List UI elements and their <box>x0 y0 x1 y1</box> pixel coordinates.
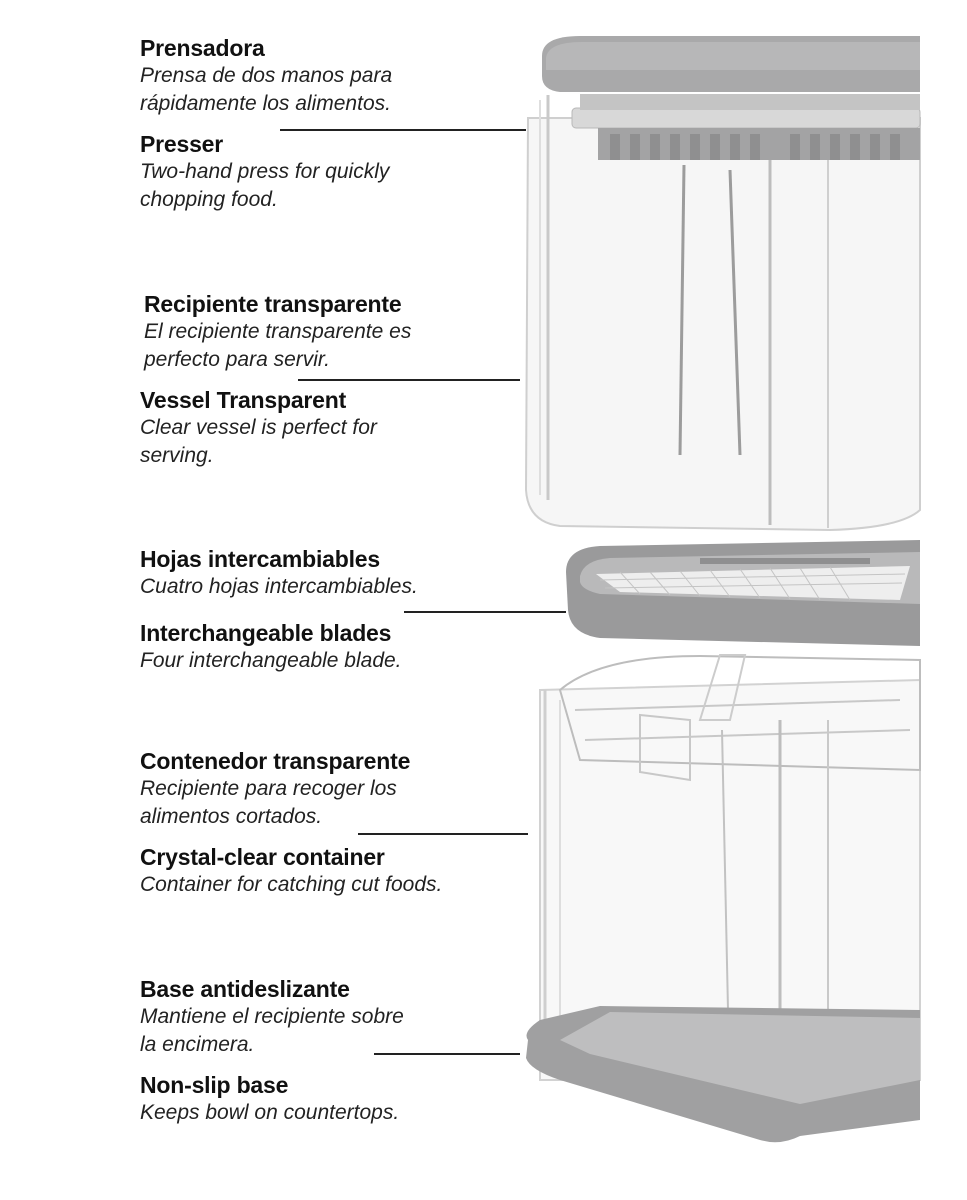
presser-image <box>542 36 920 160</box>
feature-blades <box>140 545 520 675</box>
feature-desc-es: Mantiene el recipiente sobre <box>140 1005 404 1028</box>
feature-presser <box>140 34 520 214</box>
feature-title-en: Non-slip base <box>140 1072 289 1098</box>
feature-title-en: Interchangeable blades <box>140 620 392 646</box>
clear-vessel-image <box>526 95 920 530</box>
feature-desc-en: Container for catching cut foods. <box>140 873 443 896</box>
feature-title-es: Base antideslizante <box>140 976 350 1002</box>
feature-desc-es: Cuatro hojas intercambiables. <box>140 575 418 598</box>
feature-desc-en: Clear vessel is perfect for <box>140 416 377 439</box>
feature-desc-es: alimentos cortados. <box>140 805 323 828</box>
leader-line-container <box>358 833 528 835</box>
feature-vessel-en <box>140 386 520 470</box>
feature-desc-es: perfecto para servir. <box>144 348 330 371</box>
feature-desc-es: Prensa de dos manos para <box>140 64 393 87</box>
feature-base <box>140 975 520 1127</box>
leader-line-base <box>374 1053 520 1055</box>
feature-container <box>140 747 560 899</box>
feature-desc-en: Two-hand press for quickly <box>140 160 390 183</box>
feature-desc-es: rápidamente los alimentos. <box>140 92 391 115</box>
feature-desc-en: chopping food. <box>140 188 278 211</box>
feature-desc-es: Recipiente para recoger los <box>140 777 397 800</box>
feature-title-es: Contenedor transparente <box>140 748 411 774</box>
feature-title-es: Hojas intercambiables <box>140 546 380 572</box>
leader-line-blades <box>404 611 566 613</box>
feature-desc-en: serving. <box>140 444 214 467</box>
feature-title-es: Prensadora <box>140 35 265 61</box>
feature-desc-en: Keeps bowl on countertops. <box>140 1101 400 1124</box>
feature-desc-es: la encimera. <box>140 1033 255 1056</box>
feature-title-en: Vessel Transparent <box>140 387 347 413</box>
blade-tray-image <box>566 540 920 646</box>
leader-line-presser <box>280 129 526 131</box>
feature-title-en: Crystal-clear container <box>140 844 385 870</box>
feature-title-en: Presser <box>140 131 224 157</box>
non-slip-base-image <box>526 1006 920 1142</box>
leader-line-vessel <box>298 379 520 381</box>
feature-title-es: Recipiente transparente <box>144 291 402 317</box>
feature-desc-en: Four interchangeable blade. <box>140 649 402 672</box>
feature-vessel <box>144 290 524 374</box>
feature-desc-es: El recipiente transparente es <box>144 320 412 343</box>
